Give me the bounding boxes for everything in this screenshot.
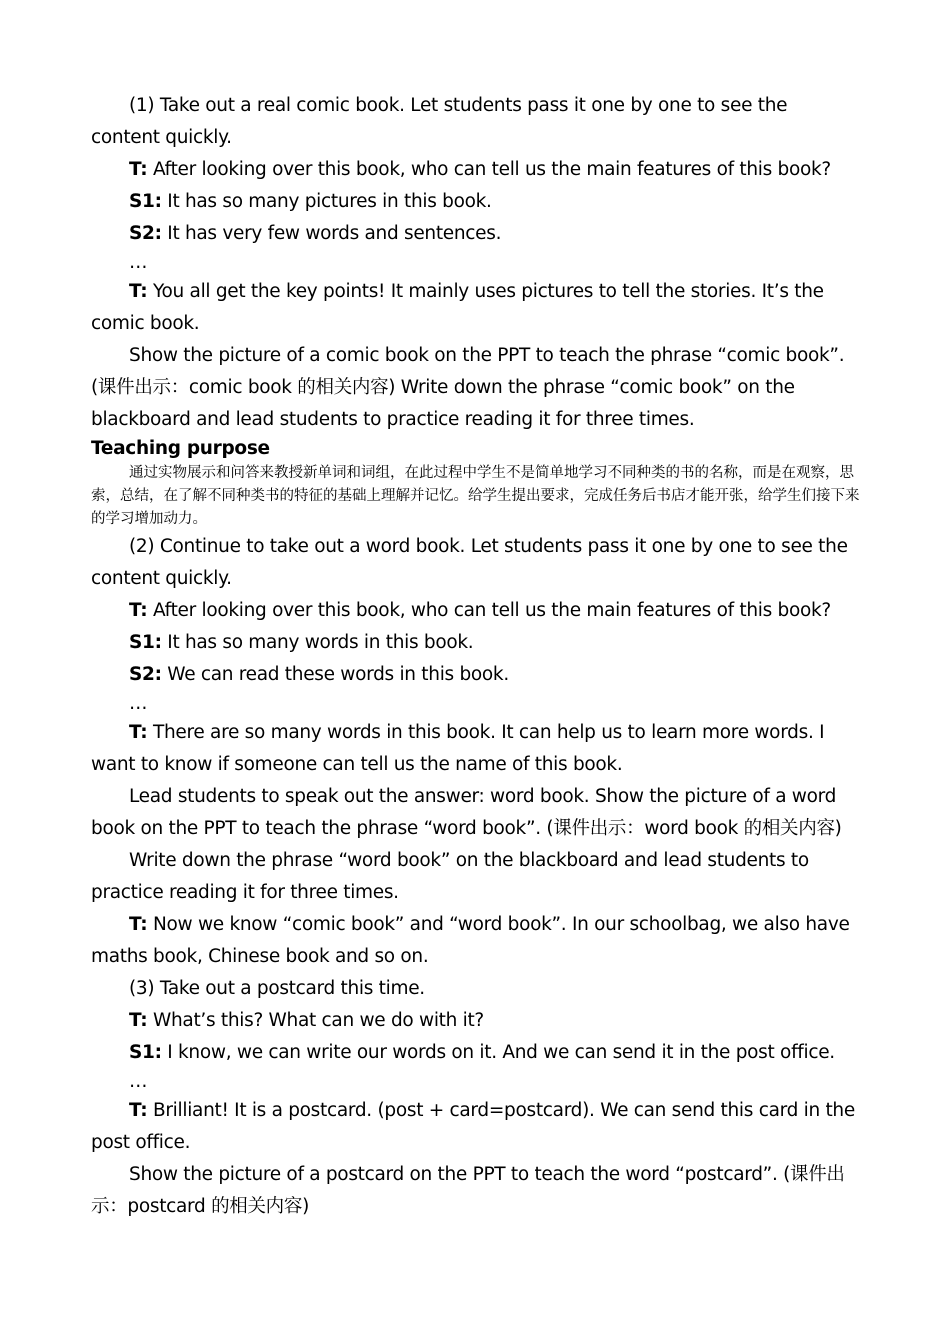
paragraph xyxy=(91,340,861,372)
dialogue-text: You all get the key points! It mainly uses pictures to tell the stories. It’s the comic book. xyxy=(91,281,824,334)
dialogue-text: I know, we can write our words on it. And we can send it in the post office. xyxy=(161,1042,835,1063)
dialogue-text: Now we know “comic book” and “word book”. In our schoolbag, we also have maths book, Chinese book and so on. xyxy=(91,914,850,967)
dialogue-line xyxy=(91,276,861,340)
dialogue-line xyxy=(91,659,861,691)
dialogue-text: It has very few words and sentences. xyxy=(161,223,502,244)
dialogue-line xyxy=(91,1037,861,1069)
dialogue-text: What’s this? What can we do with it? xyxy=(147,1010,484,1031)
paragraph xyxy=(91,781,861,845)
dialogue-text: It has so many pictures in this book. xyxy=(161,191,492,212)
paragraph-text: (3) Take out a postcard this time. xyxy=(129,978,425,999)
paragraph xyxy=(91,90,861,154)
paragraph-text: (课件出示：comic book 的相关内容) Write down the phrase “comic book” on the blackboard and lead students to practice reading it for three times. xyxy=(91,377,795,430)
dialogue-text: We can read these words in this book. xyxy=(161,664,509,685)
paragraph-text: Show the picture of a comic book on the PPT to teach the phrase “comic book”. xyxy=(129,345,845,366)
dialogue-text: It has so many words in this book. xyxy=(161,632,474,653)
speaker-label: T: xyxy=(129,600,148,621)
paragraph xyxy=(91,1159,861,1223)
dialogue-line xyxy=(91,218,861,250)
paragraph xyxy=(91,845,861,909)
dialogue-text: There are so many words in this book. It can help us to learn more words. I want to know if someone can tell us the name of this book. xyxy=(91,722,825,775)
paragraph-text: (2) Continue to take out a word book. Let students pass it one by one to see the content quickly. xyxy=(91,536,848,589)
speaker-label: S1: xyxy=(129,191,162,212)
paragraph-text: Show the picture of a postcard on the PPT to teach the word “postcard”. (课件出示：postcard 的相关内容) xyxy=(91,1164,845,1217)
speaker-label: T: xyxy=(129,281,148,302)
paragraph-text: Write down the phrase “word book” on the blackboard and lead students to practice reading it for three times. xyxy=(91,850,809,903)
dialogue-text: Brilliant! It is a postcard. (post + card=postcard). We can send this card in the post office. xyxy=(91,1100,855,1153)
dialogue-line xyxy=(91,909,861,973)
dialogue-text: After looking over this book, who can tell us the main features of this book? xyxy=(147,159,831,180)
speaker-label: T: xyxy=(129,1100,148,1121)
dialogue-text: After looking over this book, who can tell us the main features of this book? xyxy=(147,600,831,621)
dialogue-line xyxy=(91,1005,861,1037)
paragraph xyxy=(91,973,861,1005)
dialogue-line xyxy=(91,1095,861,1159)
ellipsis: … xyxy=(129,1071,148,1092)
speaker-label: S1: xyxy=(129,1042,162,1063)
speaker-label: S2: xyxy=(129,223,162,244)
paragraph xyxy=(91,372,861,436)
paragraph-text: (1) Take out a real comic book. Let students pass it one by one to see the content quickly. xyxy=(91,95,788,148)
speaker-label: T: xyxy=(129,159,148,180)
paragraph xyxy=(91,531,861,595)
dialogue-line xyxy=(91,717,861,781)
teaching-purpose-heading: Teaching purpose xyxy=(91,438,270,459)
dialogue-line xyxy=(91,186,861,218)
teaching-purpose-note: 通过实物展示和问答来教授新单词和词组，在此过程中学生不是简单地学习不同种类的书的名称，而是在观察，思索，总结，在了解不同种类书的特征的基础上理解并记忆。给学生提出要求，完成任务后书店才能开张，给学生们接下来的学习增加动力。 xyxy=(91,465,860,527)
speaker-label: T: xyxy=(129,914,148,935)
dialogue-line xyxy=(91,154,861,186)
speaker-label: T: xyxy=(129,722,148,743)
document-page xyxy=(91,90,861,1223)
speaker-label: S2: xyxy=(129,664,162,685)
paragraph-text: Lead students to speak out the answer: word book. Show the picture of a word book on the PPT to teach the phrase “word book”. (课件出示：word book 的相关内容) xyxy=(91,786,842,839)
dialogue-line xyxy=(91,627,861,659)
speaker-label: S1: xyxy=(129,632,162,653)
speaker-label: T: xyxy=(129,1010,148,1031)
dialogue-line xyxy=(91,595,861,627)
ellipsis: … xyxy=(129,693,148,714)
ellipsis: … xyxy=(129,252,148,273)
